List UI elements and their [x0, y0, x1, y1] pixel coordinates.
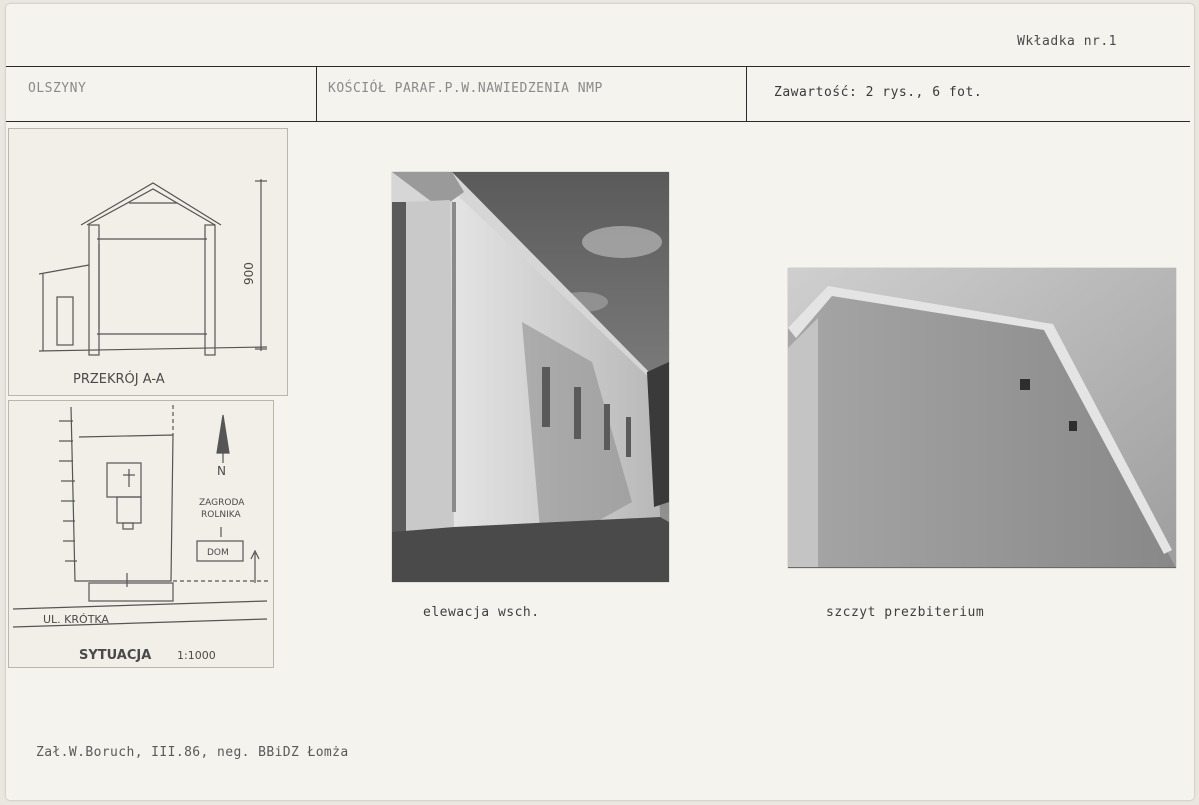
locality-cell	[6, 67, 316, 121]
contents-cell	[746, 67, 1190, 121]
locality: OLSZYNY	[28, 81, 87, 96]
site-plan-sketch	[9, 401, 273, 667]
presbytery-gable-caption: szczyt prezbiterium	[826, 605, 985, 620]
site-plan-drawing	[8, 400, 274, 668]
section-title: PRZEKRÓJ A-A	[73, 372, 165, 387]
footer-credit: Zał.W.Boruch, III.86, neg. BBiDZ Łomża	[36, 745, 349, 760]
site-title: SYTUACJA	[79, 648, 152, 663]
section-drawing	[8, 128, 288, 396]
presbytery-gable-photo	[788, 268, 1176, 568]
object-name: KOŚCIÓŁ PARAF.P.W.NAWIEDZENIA NMP	[328, 81, 603, 96]
site-scale: 1:1000	[177, 649, 216, 662]
contents: Zawartość: 2 rys., 6 fot.	[774, 85, 983, 100]
header-row	[6, 66, 1190, 122]
east-elevation-caption: elewacja wsch.	[423, 605, 540, 620]
house-label: DOM	[207, 548, 229, 558]
presbytery-gable-image	[788, 268, 1176, 568]
north-label: N	[217, 464, 226, 478]
east-elevation-image	[392, 172, 669, 582]
east-elevation-photo	[392, 172, 669, 582]
section-sketch	[9, 129, 287, 395]
street-label: UL. KRÓTKA	[43, 613, 109, 626]
object-cell	[316, 67, 746, 121]
farm-label-1: ZAGRODA	[199, 498, 245, 508]
farm-label-2: ROLNIKA	[201, 510, 241, 520]
insert-label: Wkładka nr.1	[1017, 34, 1117, 49]
section-height: 900	[242, 262, 256, 285]
